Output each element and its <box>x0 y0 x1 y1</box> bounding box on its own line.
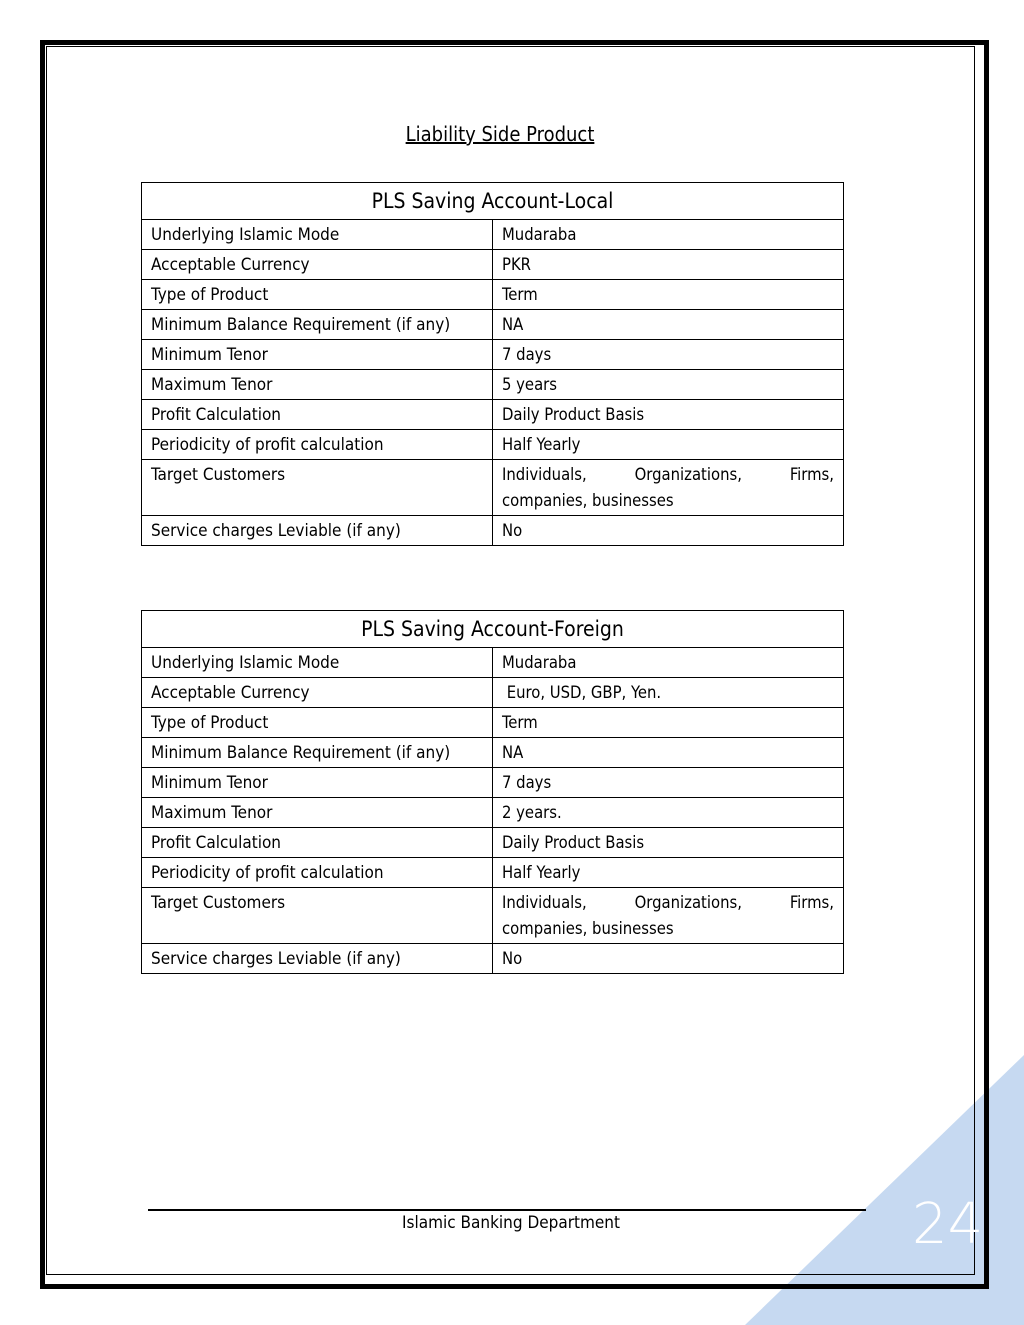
row-label: Maximum Tenor <box>142 798 493 828</box>
table-row <box>142 430 844 460</box>
table-title: PLS Saving Account-Local <box>142 183 844 220</box>
row-label: Service charges Leviable (if any) <box>142 516 493 546</box>
row-label: Service charges Leviable (if any) <box>142 944 493 974</box>
table-row <box>142 516 844 546</box>
table-row <box>142 250 844 280</box>
table-row <box>142 708 844 738</box>
footer-divider <box>148 1209 866 1211</box>
table-row <box>142 798 844 828</box>
row-label: Target Customers <box>142 888 493 944</box>
row-value: Mudaraba <box>493 220 844 250</box>
row-label: Acceptable Currency <box>142 678 493 708</box>
footer-department: Islamic Banking Department <box>402 1213 620 1233</box>
table-row <box>142 858 844 888</box>
row-label: Minimum Tenor <box>142 340 493 370</box>
row-value: Half Yearly <box>493 858 844 888</box>
row-value: Individuals, Organizations, Firms, companies, businesses <box>493 888 844 944</box>
row-label: Profit Calculation <box>142 828 493 858</box>
row-value: No <box>493 944 844 974</box>
table-row <box>142 310 844 340</box>
row-label: Target Customers <box>142 460 493 516</box>
table-row <box>142 678 844 708</box>
row-value: Euro, USD, GBP, Yen. <box>493 678 844 708</box>
row-label: Periodicity of profit calculation <box>142 430 493 460</box>
table-row <box>142 400 844 430</box>
table-row <box>142 370 844 400</box>
row-value: 7 days <box>493 340 844 370</box>
page-heading: Liability Side Product <box>405 122 595 146</box>
row-value: Individuals, Organizations, Firms, companies, businesses <box>493 460 844 516</box>
product-table-local <box>141 182 844 546</box>
row-value: 5 years <box>493 370 844 400</box>
table-row <box>142 738 844 768</box>
table-row <box>142 460 844 516</box>
page-number: 24 <box>912 1192 984 1257</box>
row-value: Daily Product Basis <box>493 400 844 430</box>
row-label: Underlying Islamic Mode <box>142 220 493 250</box>
row-value: No <box>493 516 844 546</box>
table-row <box>142 944 844 974</box>
row-value: NA <box>493 738 844 768</box>
table-row <box>142 280 844 310</box>
row-label: Periodicity of profit calculation <box>142 858 493 888</box>
table-row <box>142 828 844 858</box>
row-value: Mudaraba <box>493 648 844 678</box>
table-row <box>142 768 844 798</box>
row-value: PKR <box>493 250 844 280</box>
table-row <box>142 220 844 250</box>
row-label: Underlying Islamic Mode <box>142 648 493 678</box>
table-row <box>142 888 844 944</box>
row-label: Type of Product <box>142 708 493 738</box>
row-label: Minimum Tenor <box>142 768 493 798</box>
row-label: Profit Calculation <box>142 400 493 430</box>
row-value: Daily Product Basis <box>493 828 844 858</box>
row-value: Term <box>493 280 844 310</box>
row-label: Maximum Tenor <box>142 370 493 400</box>
row-value: 2 years. <box>493 798 844 828</box>
row-label: Minimum Balance Requirement (if any) <box>142 310 493 340</box>
product-table-foreign <box>141 610 844 974</box>
row-value: Term <box>493 708 844 738</box>
table-row <box>142 340 844 370</box>
row-value: NA <box>493 310 844 340</box>
row-value: 7 days <box>493 768 844 798</box>
row-label: Acceptable Currency <box>142 250 493 280</box>
row-label: Type of Product <box>142 280 493 310</box>
row-value: Half Yearly <box>493 430 844 460</box>
table-row <box>142 648 844 678</box>
table-title: PLS Saving Account-Foreign <box>142 611 844 648</box>
row-label: Minimum Balance Requirement (if any) <box>142 738 493 768</box>
